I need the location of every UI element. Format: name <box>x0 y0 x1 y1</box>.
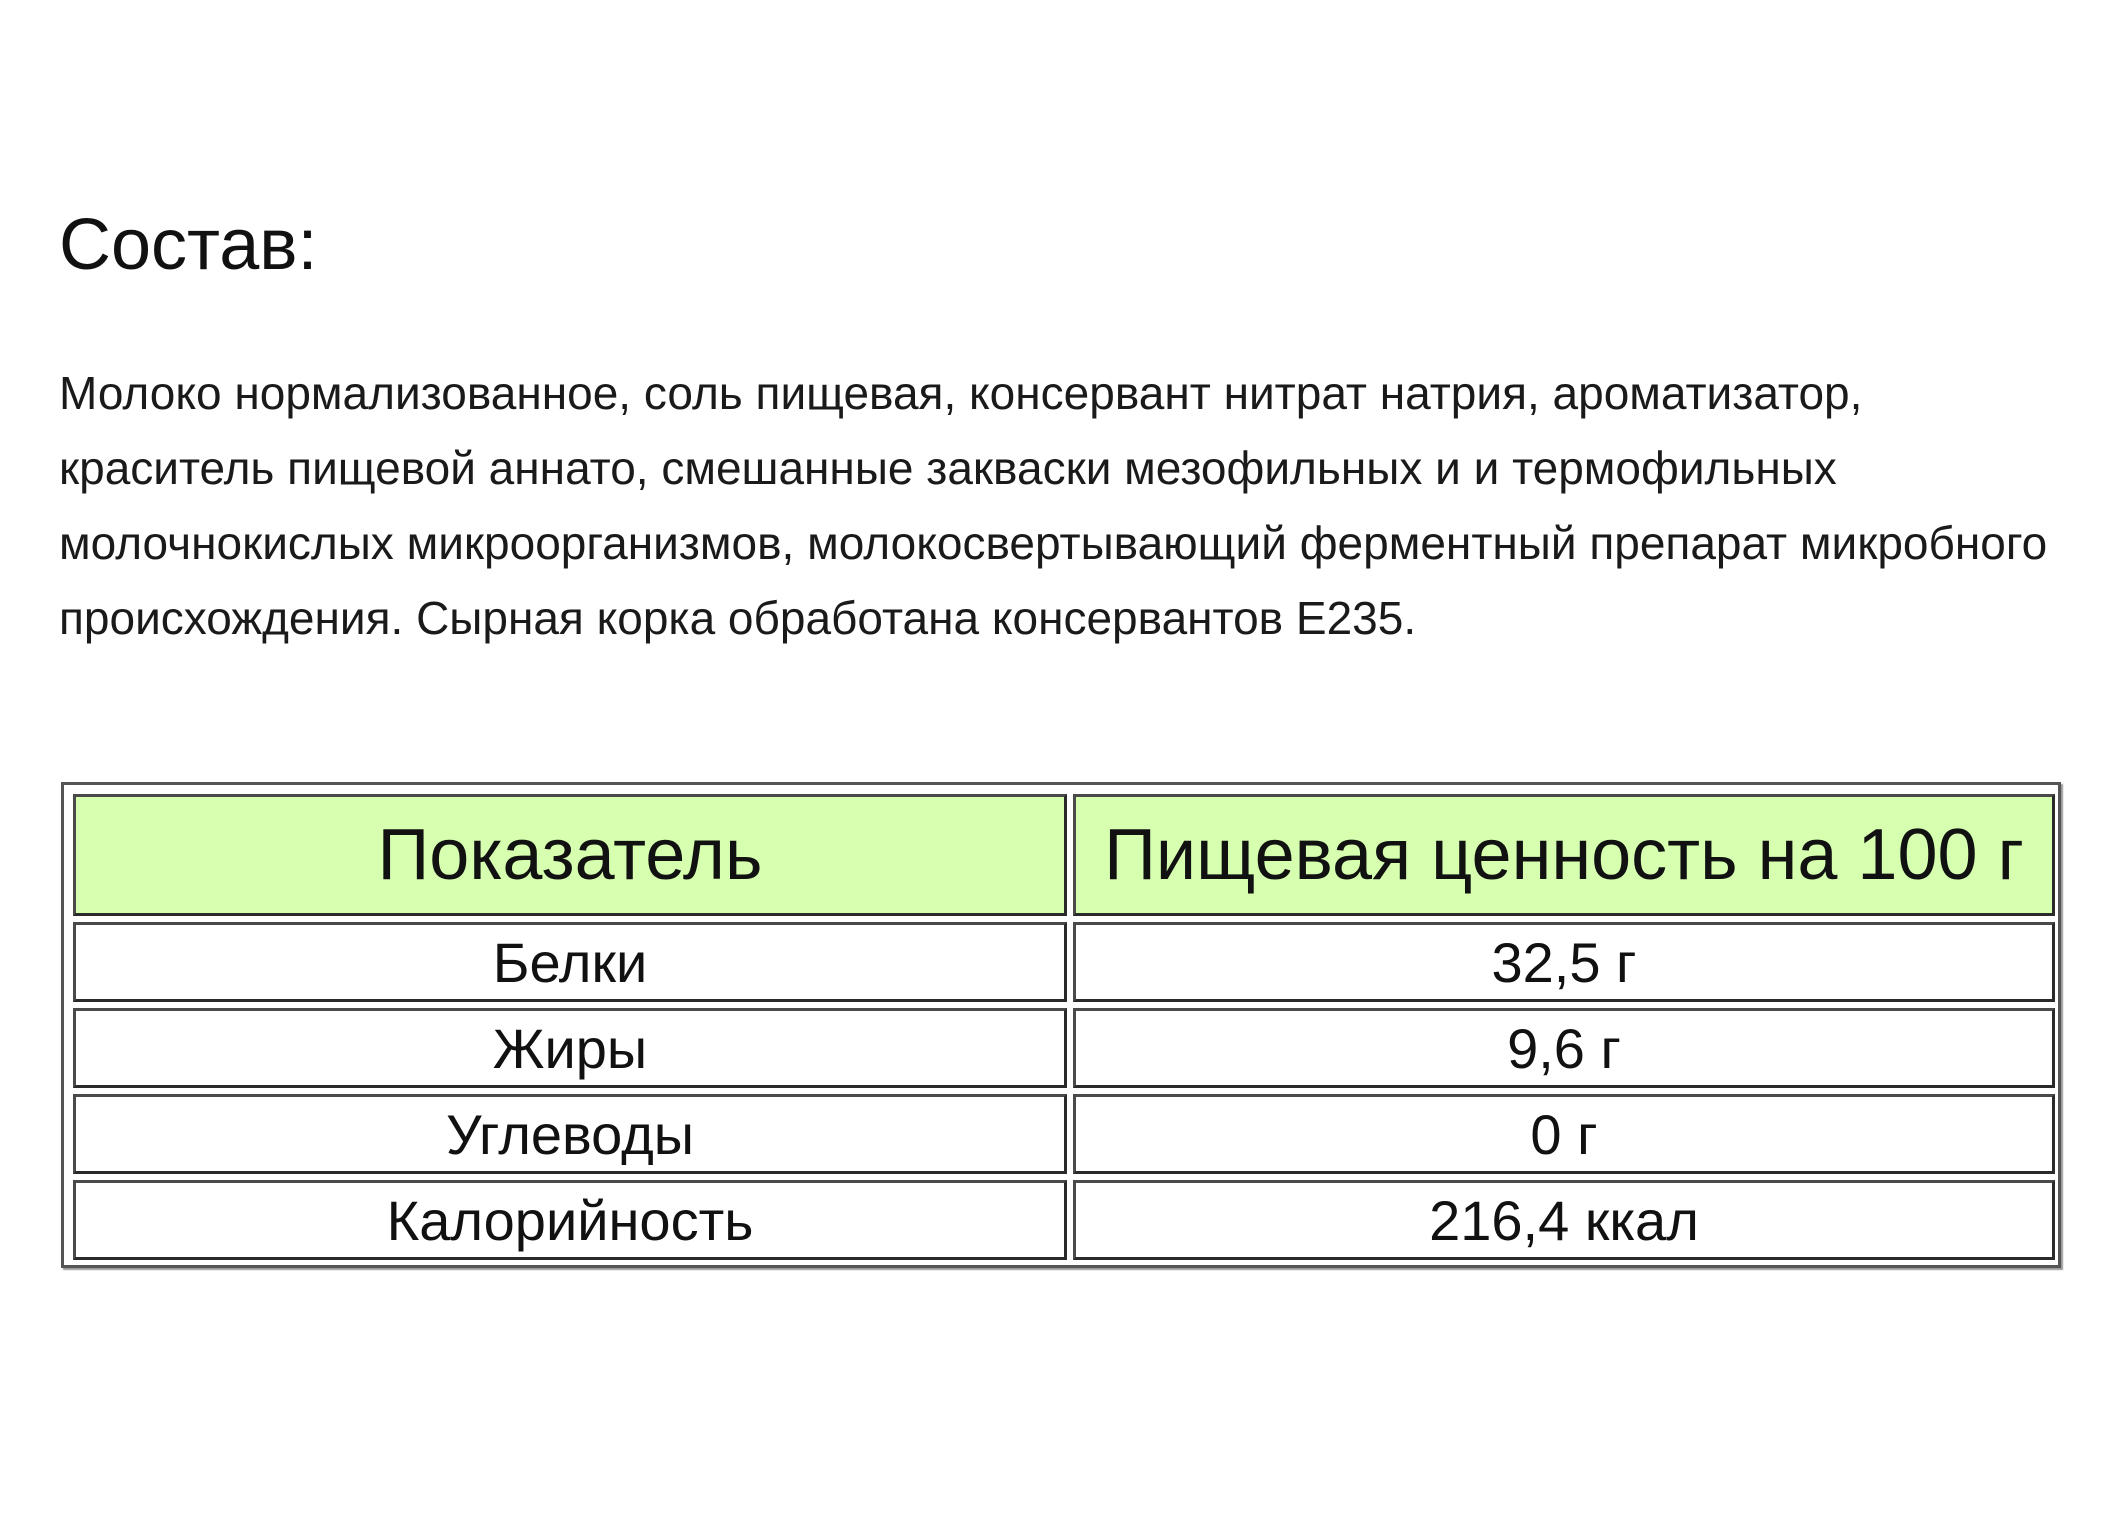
nutrition-table <box>67 788 2061 1266</box>
row-value-carbohydrates: 0 г <box>1073 1094 2055 1174</box>
table-header-row <box>73 794 2055 916</box>
header-nutritional-value: Пищевая ценность на 100 г <box>1073 794 2055 916</box>
row-value-fats: 9,6 г <box>1073 1008 2055 1088</box>
row-name-proteins: Белки <box>73 922 1067 1002</box>
header-indicator: Показатель <box>73 794 1067 916</box>
table-row <box>73 1180 2055 1260</box>
row-value-proteins: 32,5 г <box>1073 922 2055 1002</box>
table-row <box>73 1094 2055 1174</box>
table-row <box>73 1008 2055 1088</box>
row-name-fats: Жиры <box>73 1008 1067 1088</box>
row-name-carbohydrates: Углеводы <box>73 1094 1067 1174</box>
composition-heading: Состав: <box>59 205 318 285</box>
ingredients-text: Молоко нормализованное, соль пищевая, консервант нитрат натрия, ароматизатор, краситель пищевой аннато, смешанные закваски мезофильных и и термофильных молочнокислых микроорганизмов, молокосвертывающий ферментный препарат микробного происхождения. Сырная корка обработана консервантов Е235. <box>59 367 2048 644</box>
row-name-calories: Калорийность <box>73 1180 1067 1260</box>
nutrition-table-frame <box>61 782 2061 1268</box>
row-value-calories: 216,4 ккал <box>1073 1180 2055 1260</box>
table-row <box>73 922 2055 1002</box>
